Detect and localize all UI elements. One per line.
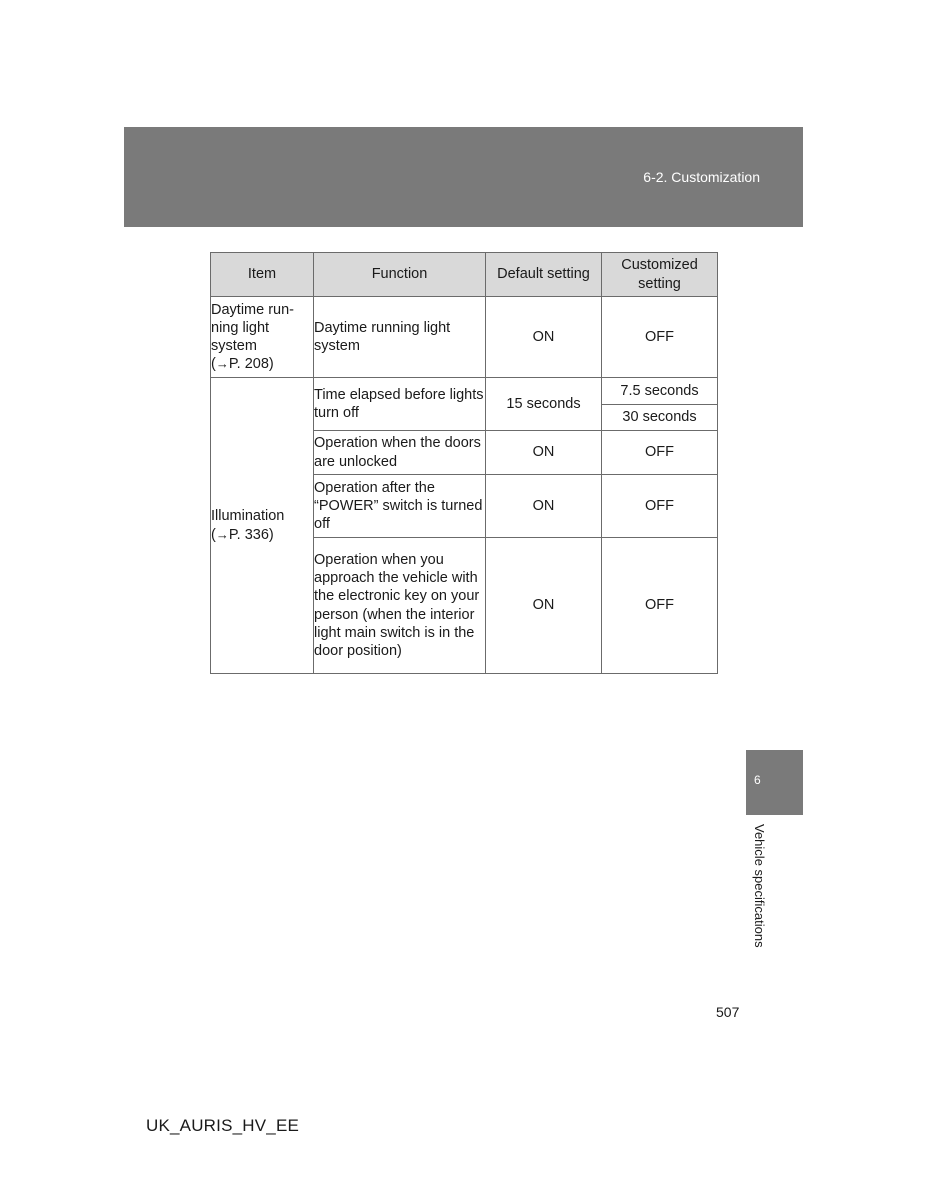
header-function: Function — [314, 253, 486, 297]
customization-table — [210, 252, 718, 674]
header-item: Item — [211, 253, 314, 297]
chapter-number: 6 — [754, 773, 761, 787]
header-default-setting: Default setting — [486, 253, 602, 297]
customized-setting-cell: OFF — [602, 431, 718, 475]
header-customized-setting: Customized setting — [602, 253, 718, 297]
page-reference: (→P. 336) — [211, 526, 274, 543]
customized-setting-cell: OFF — [602, 475, 718, 538]
item-label: Illumination — [211, 508, 285, 525]
item-label: Daytime run- ning light system — [211, 301, 294, 354]
arrow-right-icon: → — [215, 356, 229, 372]
default-setting-cell: ON — [486, 431, 602, 475]
table-row — [211, 297, 718, 378]
page-number: 507 — [716, 1004, 740, 1020]
header-band — [124, 127, 803, 227]
function-cell: Daytime running light system — [314, 297, 486, 378]
page-reference: (→P. 208) — [211, 356, 274, 373]
customized-setting-cell: 7.5 seconds — [602, 378, 718, 405]
item-cell-daytime — [211, 297, 314, 378]
item-cell-illumination — [211, 378, 314, 674]
function-cell: Operation when the doors are unlocked — [314, 431, 486, 475]
chapter-label: Vehicle specifications — [752, 824, 767, 948]
table-header-row — [211, 253, 718, 297]
function-cell: Operation after the “POWER” switch is turned off — [314, 475, 486, 538]
customized-setting-cell: OFF — [602, 538, 718, 674]
arrow-right-icon: → — [215, 526, 229, 542]
customized-setting-cell: 30 seconds — [602, 405, 718, 431]
chapter-tab — [746, 750, 803, 815]
section-title: 6-2. Customization — [643, 169, 760, 185]
footer-code: UK_AURIS_HV_EE — [146, 1116, 300, 1135]
table-row — [211, 378, 718, 405]
default-setting-cell: ON — [486, 297, 602, 378]
default-setting-cell: ON — [486, 538, 602, 674]
default-setting-cell: ON — [486, 475, 602, 538]
customized-setting-cell: OFF — [602, 297, 718, 378]
default-setting-cell: 15 seconds — [486, 378, 602, 431]
function-cell: Time elapsed before lights turn off — [314, 378, 486, 431]
function-cell: Operation when you approach the vehicle with the electronic key on your person (when the interior light main switch is in the door position) — [314, 538, 486, 674]
